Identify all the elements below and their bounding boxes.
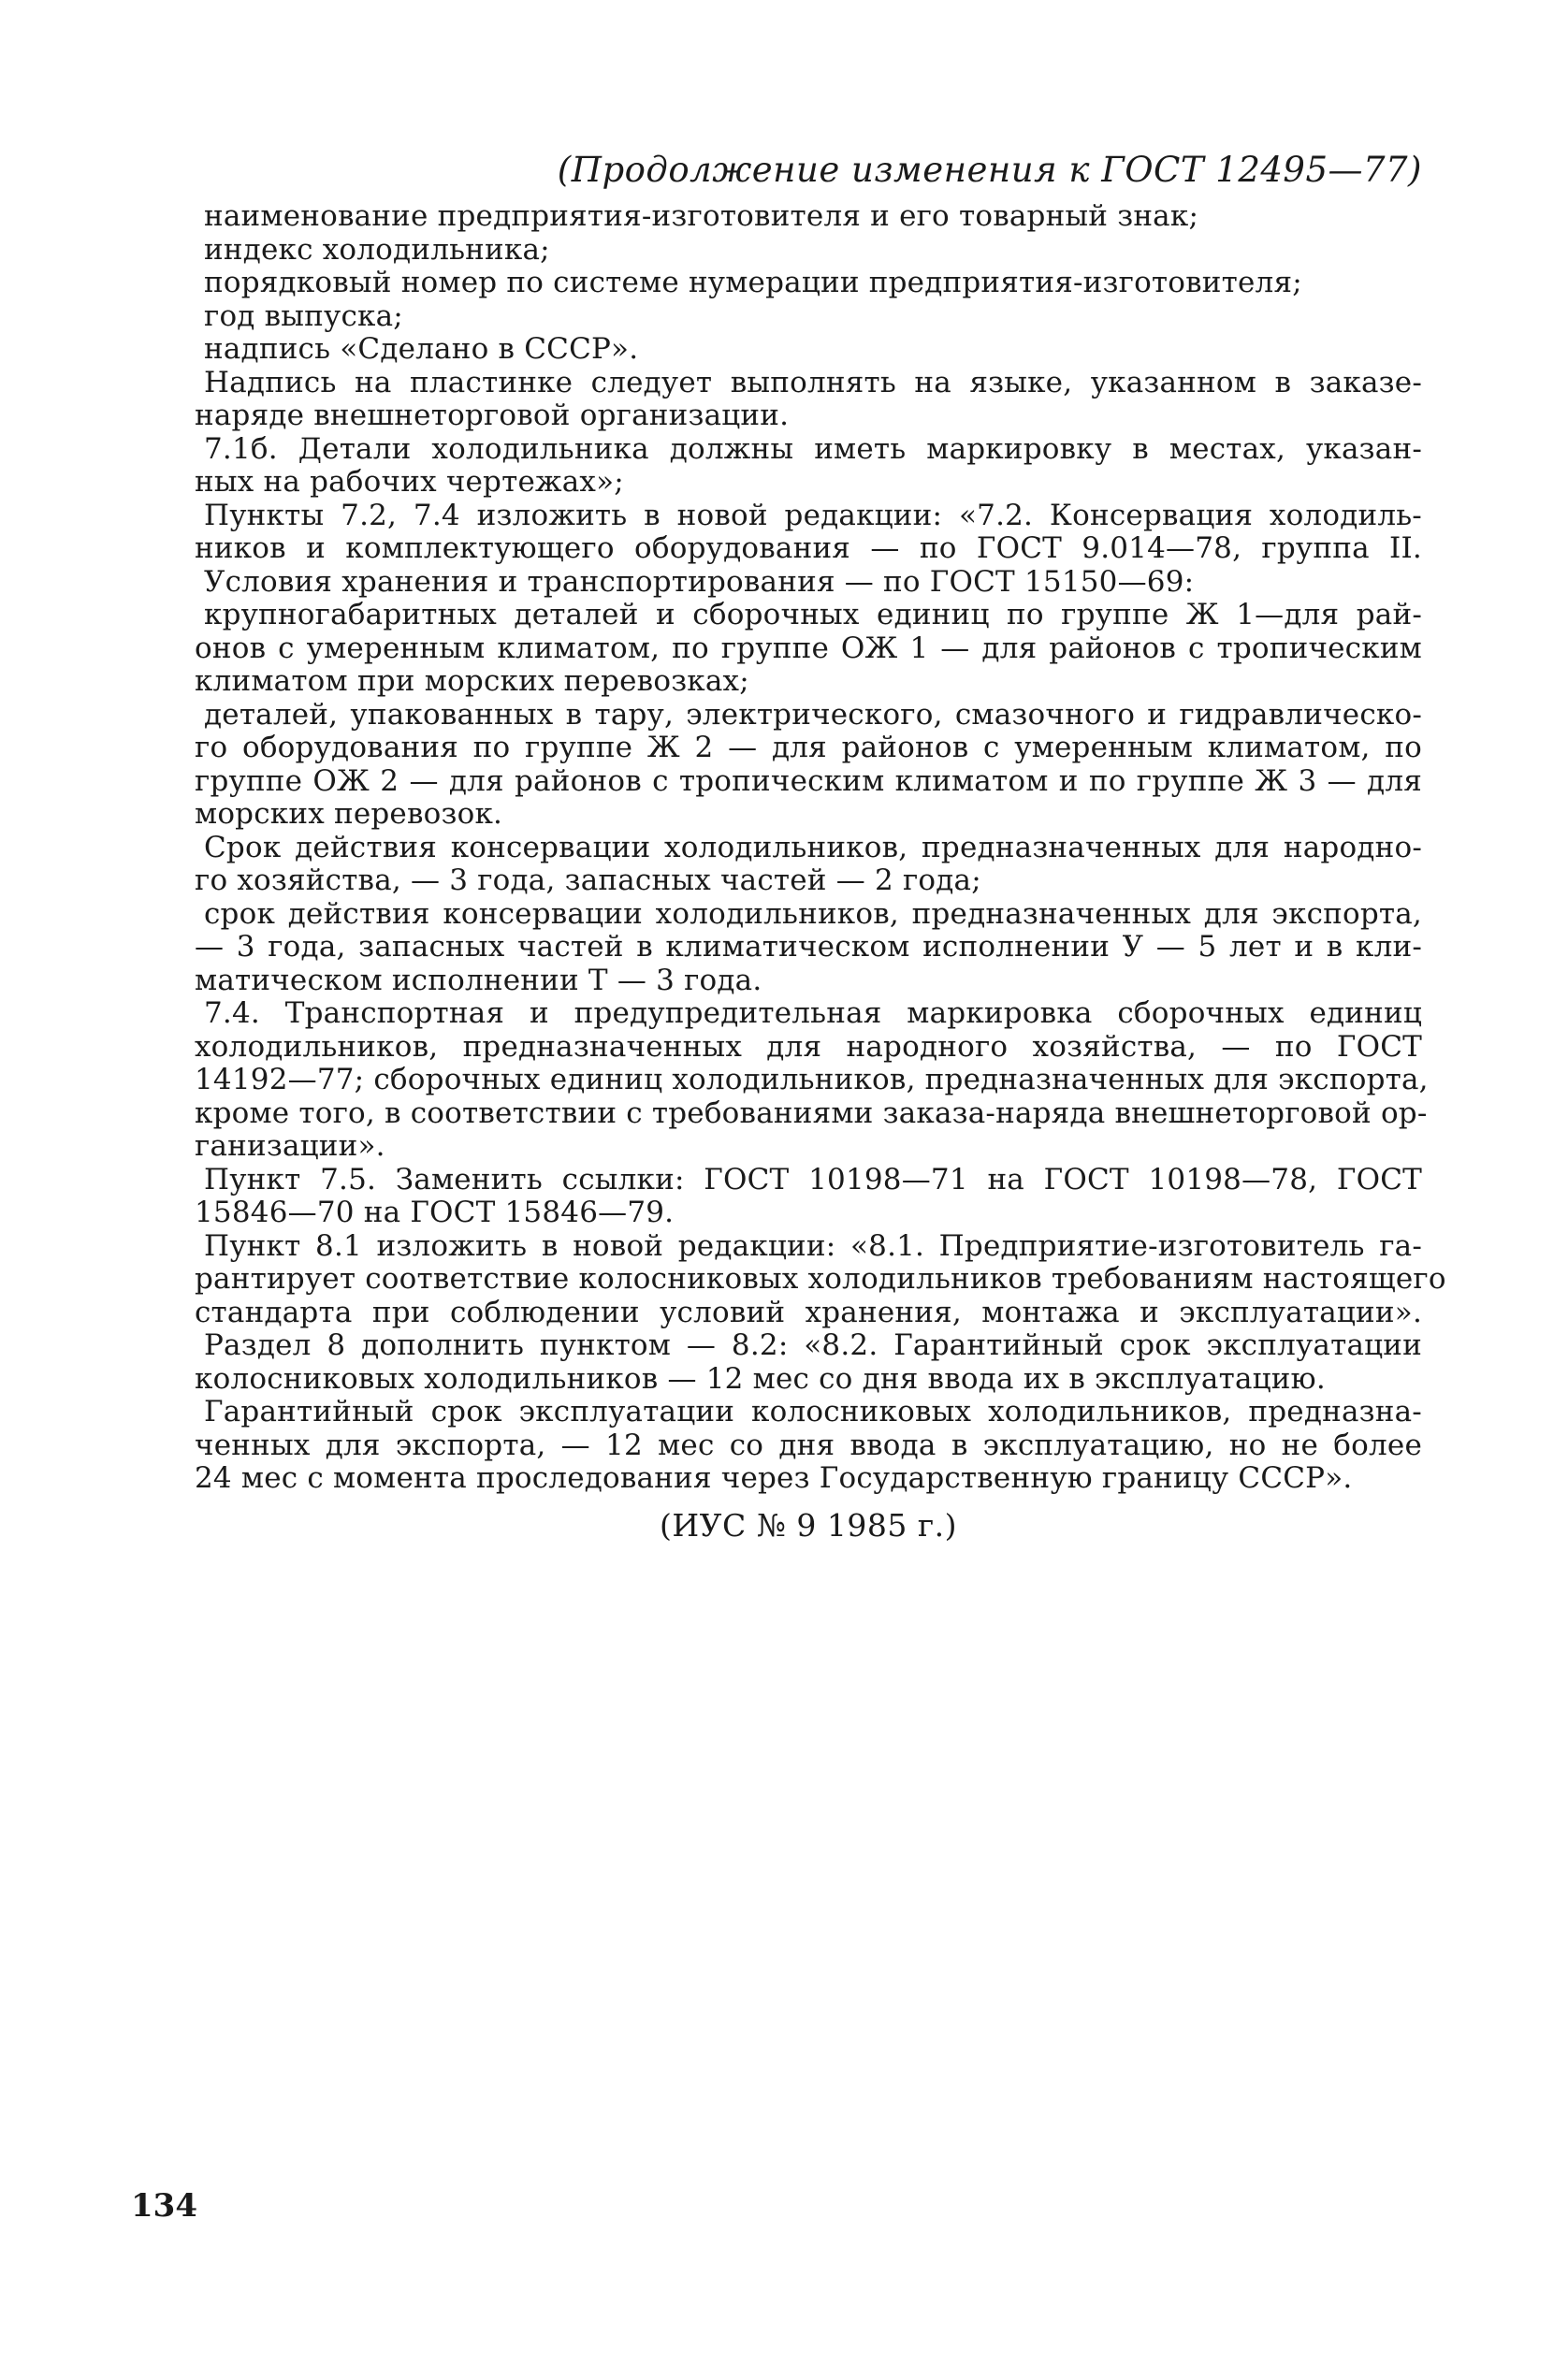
- text-line: Пункт 7.5. Заменить ссылки: ГОСТ 10198—71 на ГОСТ 10198—78, ГОСТ: [204, 1162, 1422, 1197]
- text-line: 7.4. Транспортная и предупредительная маркировка сборочных единиц: [204, 996, 1422, 1030]
- citation: (ИУС № 9 1985 г.): [659, 1506, 958, 1544]
- text-line: Гарантийный срок эксплуатации колосниковых холодильников, предназна-: [204, 1395, 1422, 1429]
- text-line: го оборудования по группе Ж 2 — для районов с умеренным климатом, по: [195, 731, 1422, 764]
- text-line: индекс холодильника;: [204, 232, 550, 267]
- text-line: наименование предприятия-изготовителя и его товарный знак;: [204, 199, 1199, 233]
- text-line: порядковый номер по системе нумерации предприятия-изготовителя;: [204, 266, 1302, 299]
- text-line: группе ОЖ 2 — для районов с тропическим климатом и по группе Ж 3 — для: [195, 763, 1422, 798]
- body-text: [195, 199, 1446, 1496]
- text-line: онов с умеренным климатом, по группе ОЖ 1 — для районов с тропическим: [195, 631, 1422, 665]
- text-line: 7.1б. Детали холодильника должны иметь маркировку в местах, указан-: [204, 431, 1422, 466]
- page-header: (Продолжение изменения к ГОСТ 12495—77): [557, 150, 1422, 190]
- document-page: [195, 150, 1446, 1545]
- text-line: Пункт 8.1 изложить в новой редакции: «8.1. Предприятие-изготовитель га-: [204, 1228, 1422, 1263]
- text-line: 24 мес с момента проследования через Государственную границу СССР».: [195, 1461, 1353, 1495]
- text-line: рантирует соответствие колосниковых холодильников требованиям настоящего: [195, 1262, 1446, 1296]
- text-line: — 3 года, запасных частей в климатическом исполнении У — 5 лет и в кли-: [195, 930, 1422, 964]
- text-line: надпись «Сделано в СССР».: [204, 332, 639, 366]
- text-line: 14192—77; сборочных единиц холодильников, предназначенных для экспорта,: [195, 1063, 1429, 1096]
- text-line: Раздел 8 дополнить пунктом — 8.2: «8.2. Гарантийный срок эксплуатации: [204, 1328, 1422, 1362]
- text-line: наряде внешнеторговой организации.: [195, 399, 790, 432]
- text-line: го хозяйства, — 3 года, запасных частей — 2 года;: [195, 863, 981, 897]
- text-line: 15846—70 на ГОСТ 15846—79.: [195, 1196, 675, 1229]
- text-line: климатом при морских перевозках;: [195, 664, 749, 698]
- text-line: деталей, упакованных в тару, электрического, смазочного и гидравлическо-: [204, 697, 1422, 732]
- text-line: морских перевозок.: [195, 797, 503, 831]
- text-line: колосниковых холодильников — 12 мес со дня ввода их в эксплуатацию.: [195, 1361, 1326, 1396]
- text-line: кроме того, в соответствии с требованиями заказа-наряда внешнеторговой ор-: [195, 1095, 1428, 1130]
- text-line: матическом исполнении Т — 3 года.: [195, 963, 762, 997]
- text-line: Пункты 7.2, 7.4 изложить в новой редакции: «7.2. Консервация холодиль-: [204, 498, 1422, 532]
- text-line: ганизации».: [195, 1129, 385, 1163]
- text-line: год выпуска;: [204, 298, 403, 333]
- page-number: 134: [131, 2187, 197, 2225]
- text-line: ников и комплектующего оборудования — по ГОСТ 9.014—78, группа II.: [195, 531, 1422, 565]
- text-line: ченных для экспорта, — 12 мес со дня ввода в эксплуатацию, но не более: [195, 1428, 1422, 1462]
- text-line: Условия хранения и транспортирования — по ГОСТ 15150—69:: [204, 564, 1195, 599]
- text-line: холодильников, предназначенных для народного хозяйства, — по ГОСТ: [195, 1029, 1422, 1064]
- text-line: Надпись на пластинке следует выполнять на языке, указанном в заказе-: [204, 365, 1422, 399]
- text-line: срок действия консервации холодильников, предназначенных для экспорта,: [204, 896, 1422, 931]
- text-line: стандарта при соблюдении условий хранения, монтажа и эксплуатации».: [195, 1295, 1422, 1329]
- text-line: Срок действия консервации холодильников, предназначенных для народно-: [204, 830, 1422, 864]
- text-line: крупногабаритных деталей и сборочных единиц по группе Ж 1—для рай-: [204, 598, 1422, 631]
- text-line: ных на рабочих чертежах»;: [195, 465, 624, 499]
